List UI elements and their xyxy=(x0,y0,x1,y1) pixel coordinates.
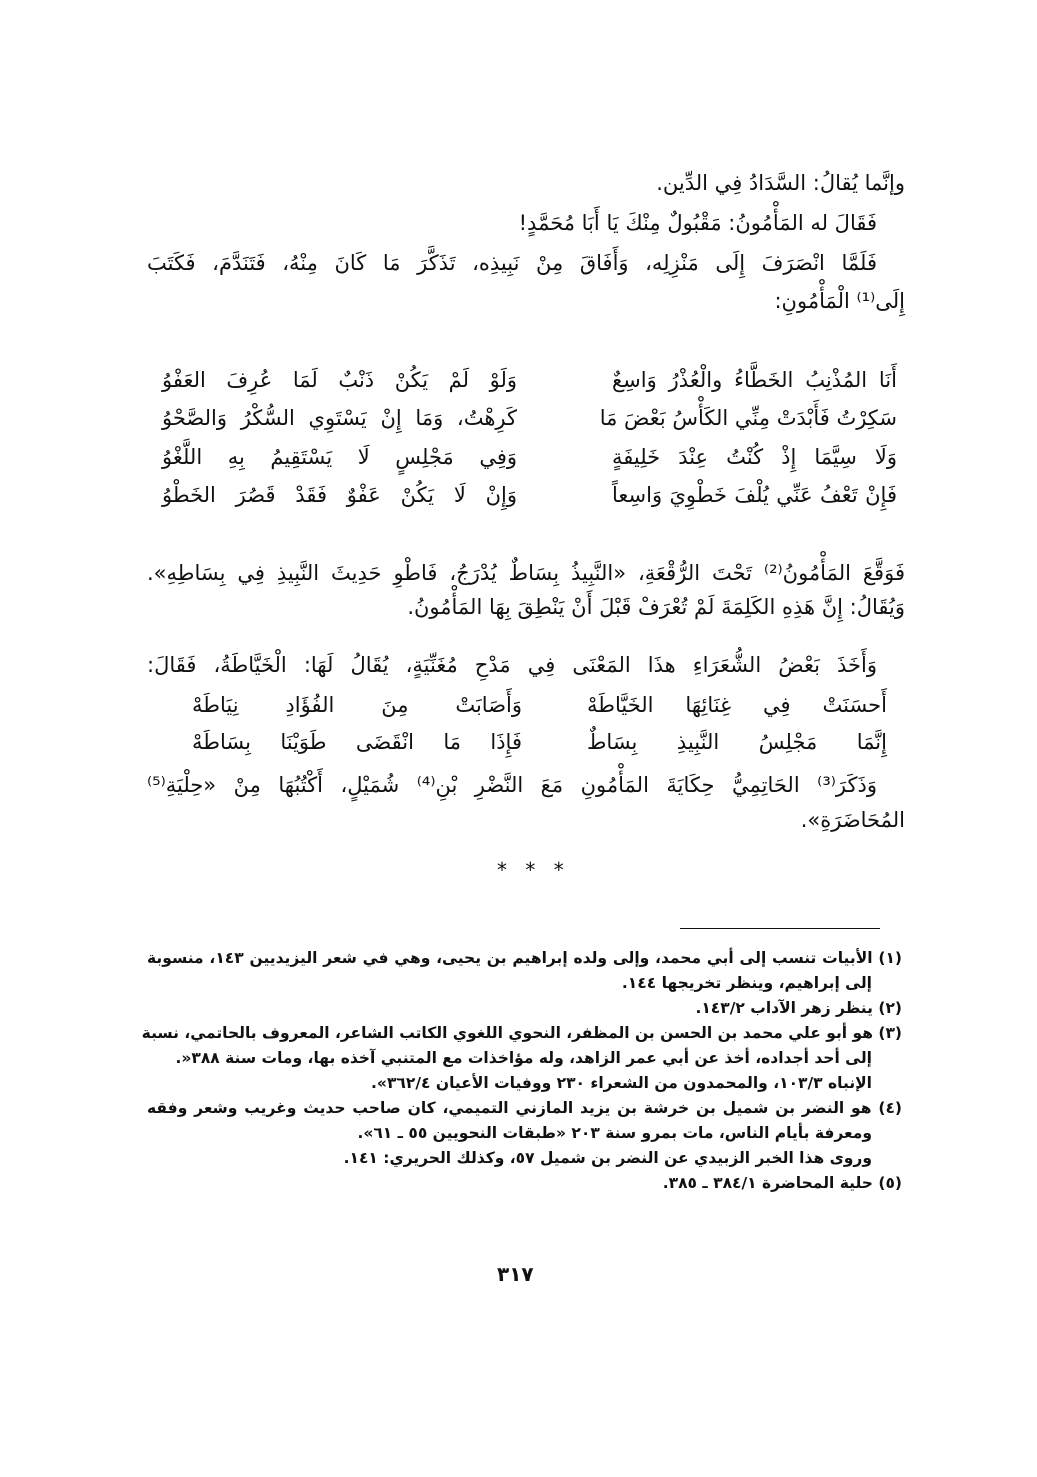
paragraph-line: فَقَالَ له المَأْمُونُ: مَقْبُولٌ مِنْكَ يَا أَبَا مُحَمَّدٍ! xyxy=(518,211,877,235)
paragraph-line: إِلَى⁽¹⁾ الْمَأْمُونِ: xyxy=(774,289,905,313)
footnote-line: الإنباه ١٠٣/٣، والمحمدون من الشعراء ٢٣٠ ووفيات الأعيان ٣٦٢/٤». xyxy=(371,1074,872,1092)
page-number: ٣١٧ xyxy=(497,1262,534,1286)
footnote-line: إلى أحد أجداده، أخذ عن أبي عمر الزاهد، وله مؤاخذات مع المتنبي آخذه بها، ومات سنة ٣٨٨«. xyxy=(175,1049,872,1067)
footnote-line: (٥) حلية المحاضرة ٣٨٤/١ ـ ٣٨٥. xyxy=(662,1174,902,1192)
paragraph-line: وإنَّما يُقالُ: السَّدَادُ فِي الدِّين. xyxy=(656,171,905,195)
paragraph-line: فَوَقَّعَ المَأْمُونُ⁽²⁾ تَحْتَ الرُّقْعَةِ، «النَّبِيذُ بِسَاطٌ يُدْرَجُ، فَاطْوِ حَدِيثَ النَّبِيذِ فِي بِسَاطِهِ». xyxy=(147,561,905,585)
paragraph-line: فَلَمَّا انْصَرَفَ إِلَى مَنْزِلِه، وَأَفَاقَ مِنْ نَبِيذِه، تَذَكَّرَ مَا كَانَ مِنْهُ، فَتَنَدَّمَ، فَكَتَبَ xyxy=(147,251,877,275)
footnote-line: (٢) ينظر زهر الآداب ١٤٣/٢. xyxy=(695,999,902,1017)
paragraph-line: وَيُقَالُ: إِنَّ هَذِهِ الكَلِمَةَ لَمْ تُعْرَفْ قَبْلَ أَنْ يَنْطِقَ بِهَا المَأْمُونُ. xyxy=(407,595,905,619)
footnote-line: إلى إبراهيم، وينظر تخريجها ١٤٤. xyxy=(621,974,872,992)
verse-first-hemistich: أَحسَنَتْ فِي غِنَائِهَا الخَيَّاطَهْ xyxy=(587,693,887,717)
verse-first-hemistich: فَإِنْ تَعْفُ عَنِّي يُلْفَ خَطْوِيَ وَاسِعاً xyxy=(612,483,897,507)
paragraph-line: وَأَخَذَ بَعْضُ الشُّعَرَاءِ هذَا المَعْنَى فِي مَدْحِ مُغَنِّيَةٍ، يُقَالُ لَهَا: الْخَيَّاطَةُ، فَقَالَ: xyxy=(147,653,877,677)
verse-second-hemistich: وَإِنْ لَا يَكُنْ عَفْوٌ فَقَدْ قَصُرَ الخَطْوُ xyxy=(162,483,517,507)
footnote-rule xyxy=(680,928,880,929)
verse-second-hemistich: كَرِهْتُ، وَمَا إِنْ يَسْتَوِي السُّكْرُ وَالصَّحْوُ xyxy=(162,406,517,430)
verse-second-hemistich: فَإِذَا مَا انْقَضَى طَوَيْنَا بِسَاطَهْ xyxy=(192,730,522,754)
verse-first-hemistich: إِنَّمَا مَجْلِسُ النَّبِيذِ بِسَاطٌ xyxy=(587,730,887,754)
paragraph-line: وَذَكَرَ⁽³⁾ الحَاتِمِيُّ حِكَايَةَ المَأْمُونِ مَعَ النَّضْرِ بْنِ⁽⁴⁾ شُمَيْلٍ، أَكْتُبُهَا مِنْ «حِلْيَةِ⁽⁵⁾ xyxy=(147,773,878,797)
paragraph-line: المُحَاضَرَةِ». xyxy=(800,808,905,832)
footnote-line: (٣) هو أبو علي محمد بن الحسن بن المظفر، النحوي اللغوي الكاتب الشاعر، المعروف بالحاتمي، نسبة xyxy=(141,1024,902,1042)
verse-first-hemistich: وَلَا سِيَّمَا إِذْ كُنْتُ عِنْدَ خَلِيفَةٍ xyxy=(612,445,897,469)
footnote-line: ومعرفة بأيام الناس، مات بمرو سنة ٢٠٣ «طبقات النحويين ٥٥ ـ ٦١». xyxy=(357,1124,872,1142)
footnote-line: (٤) هو النضر بن شميل بن خرشة بن يزيد المازني التميمي، كان صاحب حديث وغريب وشعر وفقه xyxy=(147,1099,902,1117)
verse-second-hemistich: وَأَصَابَتْ مِنَ الفُؤَادِ نِيَاطَهْ xyxy=(192,693,522,717)
verse-first-hemistich: أَنَا المُذْنِبُ الخَطَّاءُ والْعُذْرُ وَاسِعٌ xyxy=(612,368,897,392)
footnote-line: وروى هذا الخبر الزبيدي عن النضر بن شميل ٥٧، وكذلك الحريري: ١٤١. xyxy=(343,1149,872,1167)
verse-second-hemistich: وَفِي مَجْلِسٍ لَا يَسْتَقِيمُ بِهِ اللَّغْوُ xyxy=(162,445,517,469)
verse-first-hemistich: سَكِرْتُ فَأَبْدَتْ مِنِّي الكَأْسُ بَعْضَ مَا xyxy=(599,406,897,430)
footnote-line: (١) الأبيات تنسب إلى أبي محمد، وإلى ولده إبراهيم بن يحيى، وهي في شعر اليزيديين ١٤٣، منسوبة xyxy=(147,949,902,967)
section-separator: * * * xyxy=(497,858,570,882)
verse-second-hemistich: وَلَوْ لَمْ يَكُنْ ذَنْبٌ لَمَا عُرِفَ العَفْوُ xyxy=(162,368,517,392)
